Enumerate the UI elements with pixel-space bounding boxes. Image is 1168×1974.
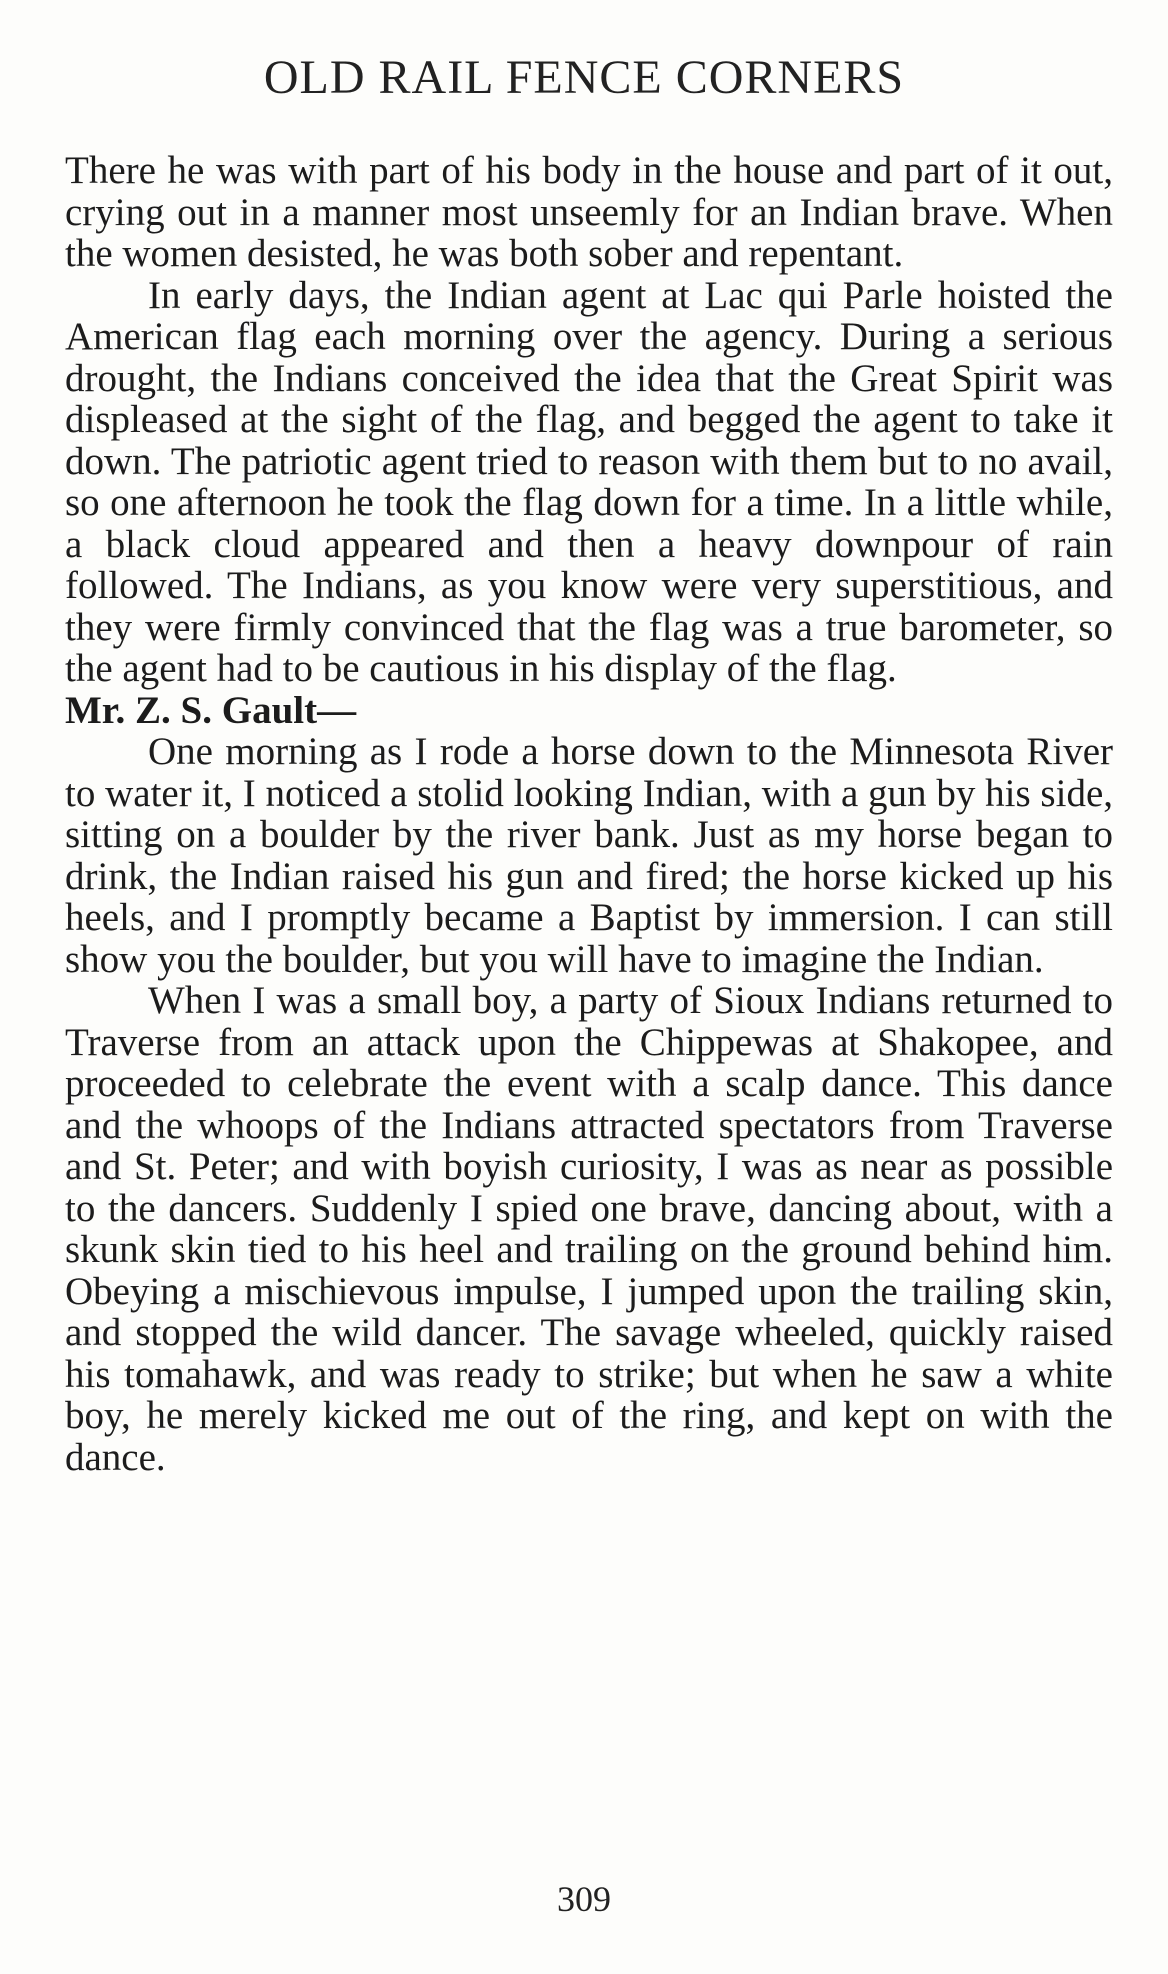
running-head: OLD RAIL FENCE CORNERS (263, 51, 905, 104)
page-number: 309 (557, 1879, 611, 1919)
paragraph-flag-story: In early days, the Indian agent at Lac qui Parle hoisted the American flag each morning over the agency. During a serious drought, the Indians conceived the idea that the Great Spirit was displeased at the sight of the flag, and begged the agent to take it down. The patriotic agent tried to reason with them but to no avail, so one afternoon he took the flag down for a time. In a little while, a black cloud appeared and then a heavy downpour of rain followed. The Indians, as you know were very superstitious, and they were firmly convinced that the flag was a true barometer, so the agent had to be cautious in his display of the flag. (65, 273, 1113, 690)
speaker-heading: Mr. Z. S. Gault— (65, 688, 357, 732)
paragraph-continued: There he was with part of his body in the house and part of it out, crying out in a manner most unseemly for an Indian brave. When the women desisted, he was both sober and repentant. (65, 149, 1113, 275)
page-body (65, 150, 1113, 1478)
paragraph-scalp-dance-story: When I was a small boy, a party of Sioux Indians returned to Traverse from an attack upon the Chippewas at Shakopee, and proceeded to celebrate the event with a scalp dance. This dance and the whoops of the Indians attracted spectators from Traverse and St. Peter; and with boyish curiosity, I was as near as possible to the dancers. Suddenly I spied one brave, dancing about, with a skunk skin tied to his heel and trailing on the ground behind him. Obeying a mischievous impulse, I jumped upon the trailing skin, and stopped the wild dancer. The savage wheeled, quickly raised his tomahawk, and was ready to strike; but when he saw a white boy, he merely kicked me out of the ring, and kept on with the dance. (65, 979, 1113, 1479)
paragraph-river-story: One morning as I rode a horse down to the Minnesota River to water it, I noticed a stolid looking Indian, with a gun by his side, sitting on a boulder by the river bank. Just as my horse began to drink, the Indian raised his gun and fired; the horse kicked up his heels, and I promptly became a Baptist by immersion. I can still show you the boulder, but you will have to imagine the Indian. (65, 730, 1113, 981)
